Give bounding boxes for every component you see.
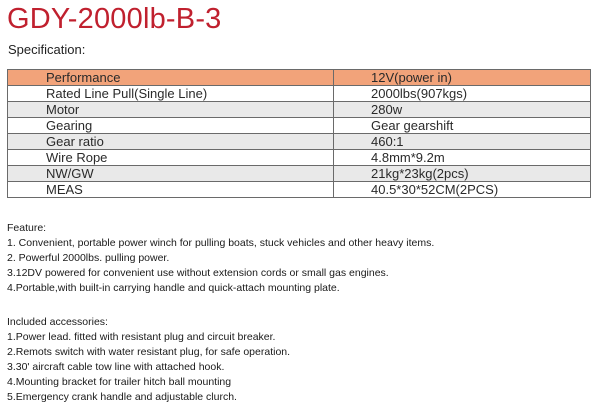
spec-row-nw-gw [8,166,591,182]
spec-value-cell: 21kg*23kg(2pcs) [334,166,591,182]
spec-row-gear-ratio [8,134,591,150]
product-title: GDY-2000lb-B-3 [7,3,222,35]
spec-value-cell: 4.8mm*9.2m [334,150,591,166]
spec-row-meas [8,182,591,198]
spec-label-cell: Wire Rope [8,150,334,166]
feature-item: 3.12DV powered for convenient use without extension cords or small gas engines. [7,267,389,279]
feature-item: 2. Powerful 2000lbs. pulling power. [7,252,170,264]
accessory-item: 1.Power lead. fitted with resistant plug and circuit breaker. [7,331,276,343]
spec-value-cell: 40.5*30*52CM(2PCS) [334,182,591,198]
feature-item: 1. Convenient, portable power winch for pulling boats, stuck vehicles and other heavy items. [7,237,435,249]
specification-heading: Specification: [8,42,86,57]
accessory-item: 5.Emergency crank handle and adjustable clurch. [7,391,237,403]
accessory-item: 2.Remots switch with water resistant plug, for safe operation. [7,346,291,358]
feature-item: 4.Portable,with built-in carrying handle and quick-attach mounting plate. [7,282,340,294]
spec-value-cell: 12V(power in) [334,70,591,86]
spec-label-cell: MEAS [8,182,334,198]
feature-heading: Feature: [7,222,47,234]
spec-label-cell: NW/GW [8,166,334,182]
spec-label-cell: Gearing [8,118,334,134]
spec-label-cell: Motor [8,102,334,118]
accessory-item: 3.30' aircraft cable tow line with attached hook. [7,361,225,373]
section-spacer [7,296,591,315]
spec-value-cell: 2000lbs(907kgs) [334,86,591,102]
spec-label-cell: Performance [8,70,334,86]
spec-value-cell: 460:1 [334,134,591,150]
spec-row-wire-rope [8,150,591,166]
spec-row-motor [8,102,591,118]
notes-section [7,221,591,405]
spec-row-performance [8,70,591,86]
spec-row-rated-line-pull [8,86,591,102]
spec-label-cell: Rated Line Pull(Single Line) [8,86,334,102]
accessory-item: 4.Mounting bracket for trailer hitch ball mounting [7,376,232,388]
accessories-heading: Included accessories: [7,316,108,328]
spec-row-gearing [8,118,591,134]
spec-label-cell: Gear ratio [8,134,334,150]
spec-value-cell: Gear gearshift [334,118,591,134]
specification-table [7,69,591,198]
spec-value-cell: 280w [334,102,591,118]
